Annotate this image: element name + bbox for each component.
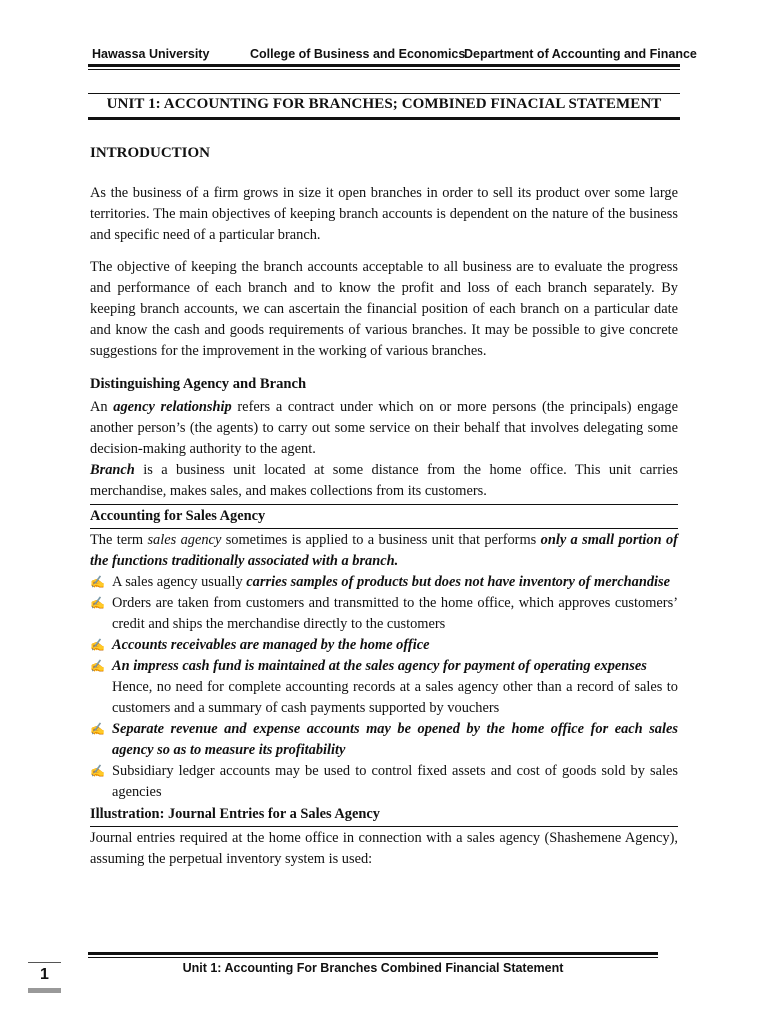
- title-rule-bottom: [88, 117, 680, 120]
- header-department: Department of Accounting and Finance: [464, 47, 697, 61]
- header-rule: [88, 64, 680, 67]
- pointing-hand-bullet-icon: ✍: [90, 764, 105, 778]
- intro-heading: INTRODUCTION: [90, 145, 211, 161]
- intro-paragraph-1: As the business of a firm grows in size it open branches in order to sell its product over some large territories. The main objectives of keeping branch accounts is dependent on the nature of the business and specific need of a particular branch.: [90, 185, 678, 243]
- bullet-item: ✍ Orders are taken from customers and transmitted to the home office, which approves customers’ credit and ships the merchandise directly to the customers: [90, 595, 678, 632]
- bullet-item: ✍ A sales agency usually carries samples of products but does not have inventory of merchandise: [90, 572, 678, 593]
- sales-agency-term: sales agency: [147, 532, 222, 548]
- footer-rule-thin: [88, 957, 658, 958]
- illustration-heading: Illustration: Journal Entries for a Sales Agency: [90, 803, 678, 827]
- pointing-hand-bullet-icon: ✍: [90, 596, 105, 610]
- title-rule-top: [88, 93, 680, 94]
- sales-agency-heading: Accounting for Sales Agency: [90, 504, 678, 529]
- branch-definition: Branch is a business unit located at some distance from the home office. This unit carries merchandise, makes sales, and makes collections from its customers.: [90, 462, 678, 499]
- sales-agency-intro: The term sales agency sometimes is applied to a business unit that performs only a small portion of the functions traditionally associated with a branch.: [90, 532, 678, 569]
- page-number-bar: [28, 988, 61, 993]
- bullet-item: ✍ Accounts receivables are managed by the home office: [90, 635, 678, 656]
- page-number: 1: [40, 966, 49, 983]
- header-college: College of Business and Economics: [250, 47, 466, 61]
- pointing-hand-bullet-icon: ✍: [90, 659, 105, 673]
- bullet-item: ✍ An impress cash fund is maintained at the sales agency for payment of operating expenses Hence, no need for complete accounting records at a sales agency other than a record of sales to customers and a summary of cash payments supported by vouchers: [90, 658, 678, 716]
- intro-paragraph-2: The objective of keeping the branch accounts acceptable to all business are to evaluate the progress and performance of each branch and to know the profit and loss of each branch separately. By keeping branch accounts, we can ascertain the financial position of each branch on a particular date and know the cash and goods requirements of various branches. It may be possible to give concrete suggestions for the improvement in the working of various branches.: [90, 259, 678, 359]
- header-university: Hawassa University: [92, 47, 210, 61]
- distinguishing-heading: Distinguishing Agency and Branch: [90, 376, 307, 392]
- pointing-hand-bullet-icon: ✍: [90, 722, 105, 736]
- bullet-item: ✍ Subsidiary ledger accounts may be used to control fixed assets and cost of goods sold by sales agencies: [90, 763, 678, 800]
- agency-definition: An agency relationship refers a contract under which on or more persons (the principals) engage another person’s (the agents) to carry out some service on their behalf that involves delegating some decision-making authority to the agent.: [90, 399, 678, 457]
- page-number-rule: [28, 962, 61, 963]
- page-content: [90, 143, 678, 870]
- footer-rule: [88, 952, 658, 955]
- header-rule-thin: [88, 69, 680, 70]
- pointing-hand-bullet-icon: ✍: [90, 575, 105, 589]
- illustration-text: Journal entries required at the home office in connection with a sales agency (Shashemene Agency), assuming the perpetual inventory system is used:: [90, 830, 678, 867]
- branch-term: Branch: [90, 462, 135, 478]
- footer-title: Unit 1: Accounting For Branches Combined Financial Statement: [182, 961, 564, 975]
- pointing-hand-bullet-icon: ✍: [90, 638, 105, 652]
- agency-term: agency relationship: [113, 399, 232, 415]
- unit-title: UNIT 1: ACCOUNTING FOR BRANCHES; COMBINED FINACIAL STATEMENT: [106, 96, 662, 112]
- bullet-item: ✍ Separate revenue and expense accounts may be opened by the home office for each sales agency so as to measure its profitability: [90, 721, 678, 758]
